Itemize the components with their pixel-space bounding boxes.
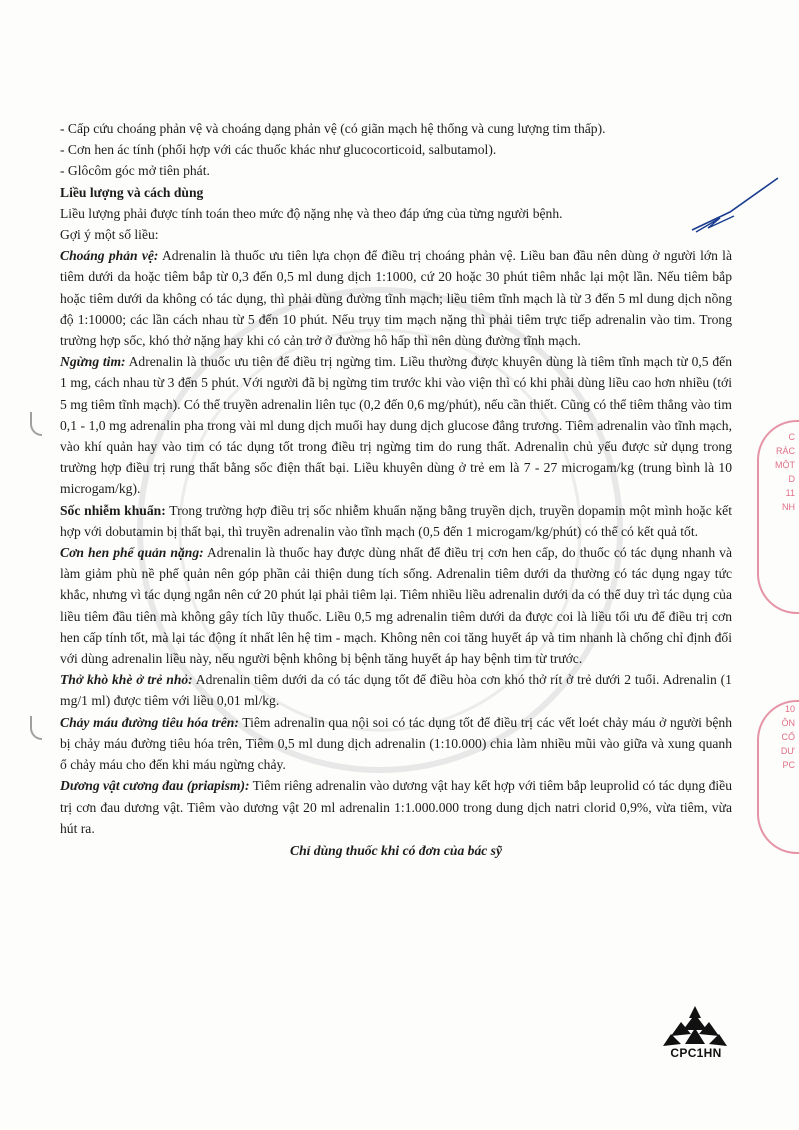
- section-lead: Ngừng tim:: [60, 354, 126, 370]
- dosage-intro: [60, 203, 732, 245]
- dosage-section: [60, 500, 732, 542]
- dosage-section: [60, 245, 732, 351]
- stamp-fragment: MỘT: [775, 460, 795, 470]
- section-lead: Dương vật cương đau (priapism):: [60, 778, 250, 794]
- stamp-border: [757, 700, 799, 854]
- section-text: Adrenalin là thuốc ưu tiên để điều trị ngừng tim. Liều thường được khuyên dùng là tiêm tĩnh mạch từ 0,5 đến 1 mg, cách nhau từ 3 đến 5 phút. Với người đã bị ngừng tim trước khi vào viện thì có khi phải dùng liều cao hơn nhiều (tới 5 mg tiêm tĩnh mạch). Có thể truyền adrenalin liên tục (0,2 đến 0,6 mg/phút), nếu cần thiết. Cũng có thể tiêm thẳng vào tim 0,1 - 1,0 mg adrenalin pha trong vài ml dung dịch muối hay dung dịch glucose đẳng trương. Tiêm adrenalin vào tĩnh mạch, vào khí quản hay vào tim có tác dụng tốt trong điều trị ngừng tim do rung thất. Adrenalin chủ yếu được sử dụng trong trường hợp điều trị rung thất bằng sốc điện thất bại. Liều khuyên dùng ở trẻ em là 7 - 27 microgam/kg (trung bình là 10 microgam/kg).: [60, 354, 732, 497]
- section-lead: Thở khò khè ở trẻ nhỏ:: [60, 672, 193, 688]
- red-stamp-lower: [753, 700, 799, 850]
- stamp-fragment: NH: [782, 502, 795, 512]
- company-logo-text: CPC1HN: [670, 1046, 722, 1060]
- dosage-sections: [60, 245, 732, 839]
- section-text: Adrenalin tiêm dưới da có tác dụng tốt để điều hòa cơn khó thở rít ở trẻ dưới 2 tuổi. Adrenalin (1 mg/1 ml) được tiêm với liều 0,01 ml/kg.: [60, 672, 732, 709]
- section-text: Tiêm adrenalin qua nội soi có tác dụng tốt để điều trị các vết loét chảy máu ở người bệnh bị chảy máu đường tiêu hóa trên, Tiêm 0,5 ml dung dịch adrenalin (1:10.000) chia làm nhiều mũi vào giữa và xung quanh ổ chảy máu cho đến khi máu ngừng chảy.: [60, 714, 732, 773]
- section-lead: Choáng phản vệ:: [60, 248, 159, 264]
- section-text: Trong trường hợp điều trị sốc nhiễm khuẩn nặng bằng truyền dịch, truyền dopamin một mình hoặc kết hợp với dobutamin bị thất bại, thì truyền adrenalin vào tĩnh mạch (0,5 đến 1 microgam/kg/phút) có thể có kết quả tốt.: [60, 502, 732, 539]
- pen-signature-mark: [690, 172, 782, 242]
- section-text: Tiêm riêng adrenalin vào dương vật hay kết hợp với tiêm bắp leuprolid có tác dụng điều trị cơn đau dương vật. Tiêm vào dương vật 20 ml adrenalin 1:1.000.000 trong dung dịch natri clorid 0,9%, vừa tiêm, vừa hút ra.: [60, 778, 732, 836]
- dosage-section: [60, 712, 732, 776]
- indication-item: - Cấp cứu choáng phản vệ và choáng dạng phản vệ (có giãn mạch hệ thống và cung lượng tim thấp).: [60, 121, 606, 136]
- stamp-fragment: 10: [784, 704, 795, 714]
- section-lead: Sốc nhiễm khuẩn:: [60, 502, 166, 518]
- indication-item: - Cơn hen ác tính (phối hợp với các thuốc khác như glucocorticoid, salbutamol).: [60, 142, 497, 158]
- stamp-fragment: RÁC: [775, 446, 795, 456]
- indications-list: [60, 118, 732, 182]
- stamp-fragment: C: [788, 432, 795, 442]
- stamp-fragment: ÔN: [781, 718, 795, 728]
- stamp-fragment: PC: [782, 760, 795, 770]
- scan-mark: [30, 412, 42, 436]
- indication-item: - Glôcôm góc mở tiên phát.: [60, 163, 210, 179]
- section-lead: Cơn hen phế quản nặng:: [60, 545, 204, 561]
- dosage-section: [60, 351, 732, 499]
- leaflet-body: [60, 118, 732, 861]
- dosage-section: [60, 669, 732, 711]
- section-lead: Chảy máu đường tiêu hóa trên:: [60, 714, 239, 730]
- stamp-fragment: 11: [785, 488, 795, 498]
- dosage-section: [60, 542, 732, 669]
- dosage-heading: Liều lượng và cách dùng: [60, 184, 204, 200]
- prescription-note: Chỉ dùng thuốc khi có đơn của bác sỹ: [290, 842, 502, 858]
- intro-line: Gợi ý một số liều:: [60, 227, 159, 243]
- dosage-section: [60, 775, 732, 839]
- red-stamp-upper: [753, 420, 799, 610]
- stamp-fragment: DƯ: [780, 746, 795, 756]
- stamp-fragment: CỔ: [781, 732, 795, 742]
- stamp-border: [757, 420, 799, 614]
- scan-mark: [30, 716, 42, 740]
- section-text: Adrenalin là thuốc hay được dùng nhất để điều trị cơn hen cấp, do thuốc có tác dụng nhanh và làm giảm phù nề phế quản nên góp phần cải thiện dung tích sống. Adrenalin tiêm dưới da thường có tác dụng ngay tức khắc, nhưng vì tác dụng ngắn nên cứ 20 phút lại phải tiêm lại. Tiêm nhiều liều adrenalin dưới da có thể duy trì tác dụng của liều tiêm đầu tiên mà không gây tích lũy thuốc. Liều 0,5 mg adrenalin tiêm dưới da được coi là liều tối ưu để điều trị cơn hen cấp tính tốt, mà lại tác động ít nhất lên hệ tim - mạch. Không nên coi tăng huyết áp và tim nhanh là chống chỉ định đối với dùng adrenalin liều này, nếu người bệnh không bị bệnh tăng huyết áp hay bệnh tim từ trước.: [60, 545, 733, 667]
- intro-line: Liều lượng phải được tính toán theo mức độ nặng nhẹ và theo đáp ứng của từng người bệnh.: [60, 205, 563, 221]
- section-text: Adrenalin là thuốc ưu tiên lựa chọn để điều trị choáng phản vệ. Liều ban đầu nên dùng ở người lớn là tiêm dưới da hoặc tiêm bắp từ 0,3 đến 0,5 ml dung dịch 1:1000, cứ 20 hoặc 30 phút tiêm nhắc lại một lần. Nếu tiêm bắp hoặc tiêm dưới da không có tác dụng, thì phải dùng đường tĩnh mạch; liều tiêm tĩnh mạch là từ 3 đến 5 ml dung dịch nồng độ 1:10000; các lần cách nhau từ 5 đến 10 phút. Nếu trụy tim mạch nặng thì phải tiêm trực tiếp adrenalin vào tim. Trong trường hợp sốc, khó thở nặng hay khi có cản trở ở đường hô hấp thì nên dùng đường tĩnh mạch.: [60, 248, 732, 349]
- stamp-fragment: D: [788, 474, 795, 484]
